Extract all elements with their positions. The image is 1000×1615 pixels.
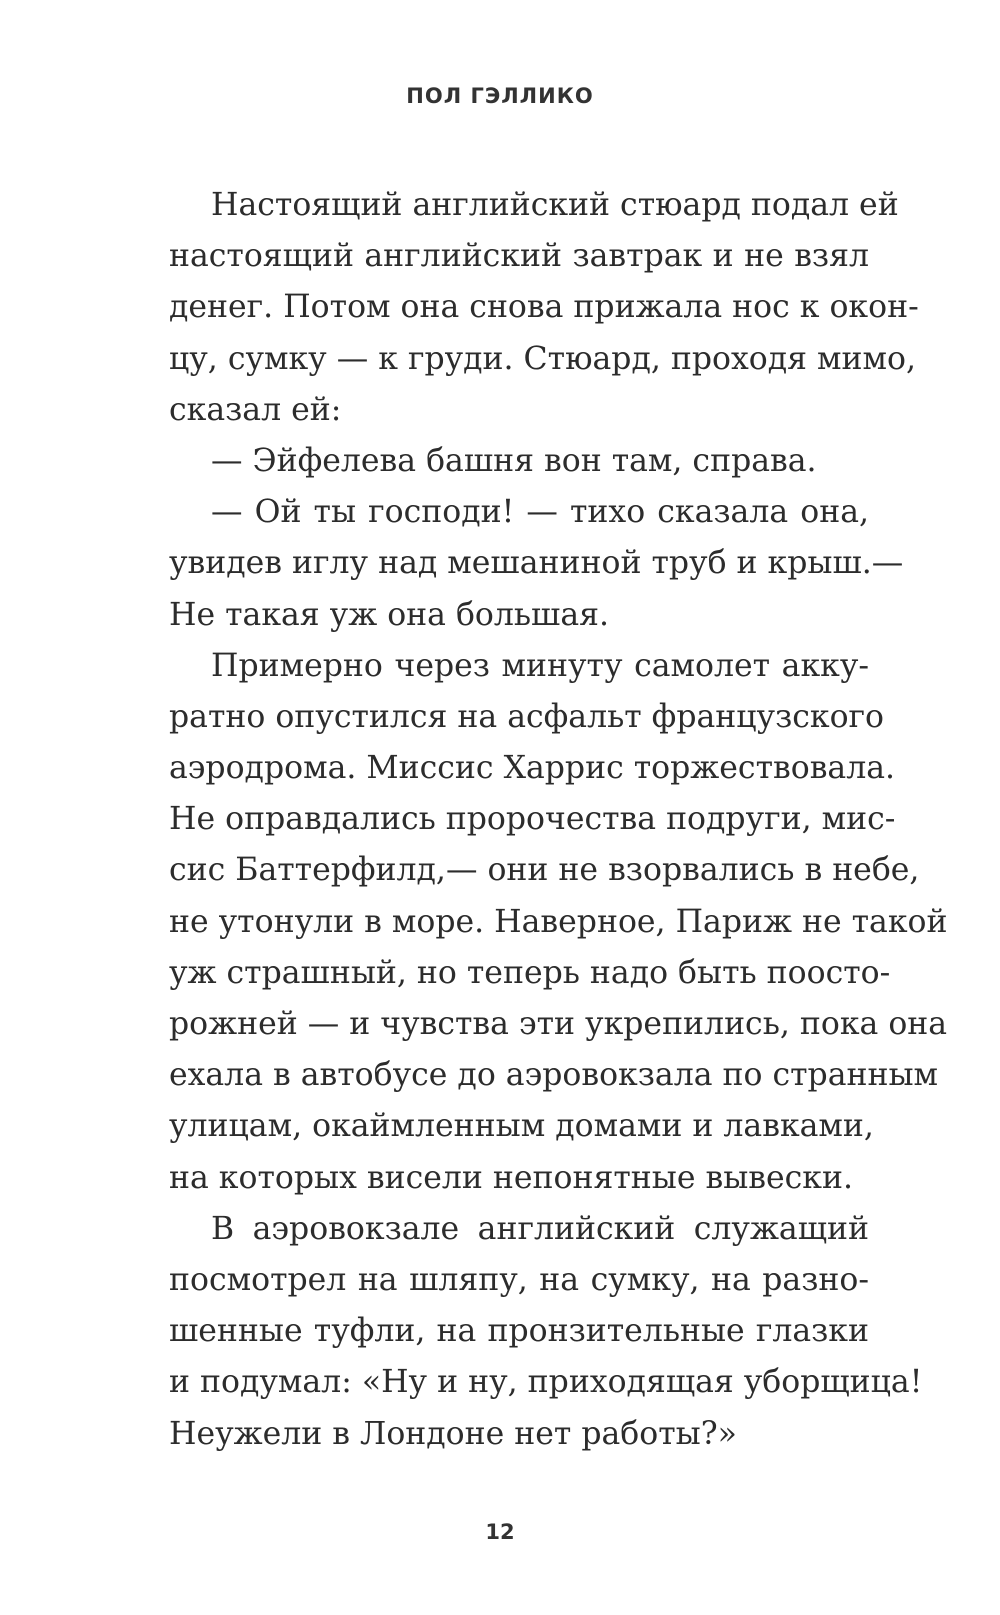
text-line: — Ой ты господи! — тихо сказала она, [211, 494, 869, 531]
text-line: ехала в автобусе до аэровокзала по странным [169, 1057, 939, 1094]
text-line: ратно опустился на асфальт французского [169, 698, 885, 735]
text-line: цу, сумку — к груди. Стюард, проходя мимо, [169, 340, 916, 377]
text-line: настоящий английский завтрак и не взял [169, 238, 869, 275]
text-line: аэродрома. Миссис Харрис торжествовала. [169, 750, 896, 787]
running-head: ПОЛ ГЭЛЛИКО [406, 84, 594, 108]
body-text [169, 180, 948, 1460]
text-line: улицам, окаймленным домами и лавками, [169, 1108, 874, 1145]
text-line: В аэровокзале английский служащий [211, 1210, 869, 1247]
text-line: уж страшный, но теперь надо быть поосто- [169, 954, 891, 991]
text-line: сис Баттерфилд,— они не взорвались в небе, [169, 852, 920, 889]
text-line: Не оправдались пророчества подруги, мис- [169, 801, 896, 838]
text-line: Неужели в Лондоне нет работы?» [169, 1415, 737, 1452]
text-line: — Эйфелева башня вон там, справа. [211, 442, 817, 479]
text-line: и подумал: «Ну и ну, приходящая уборщица! [169, 1364, 923, 1401]
text-line: сказал ей: [169, 391, 342, 428]
page-number: 12 [485, 1520, 515, 1544]
text-line: рожней — и чувства эти укрепились, пока она [169, 1006, 948, 1042]
text-line: посмотрел на шляпу, на сумку, на разно- [169, 1261, 869, 1298]
text-line: Не такая уж она большая. [169, 596, 610, 633]
text-line: на которых висели непонятные вывески. [169, 1159, 854, 1196]
text-line: увидев иглу над мешаниной труб и крыш.— [169, 545, 904, 582]
text-line: не утонули в море. Наверное, Париж не такой [169, 903, 948, 940]
text-line: Настоящий английский стюард подал ей [211, 187, 899, 223]
text-line: денег. Потом она снова прижала нос к окон- [169, 289, 919, 326]
text-line: Примерно через минуту самолет акку- [211, 647, 869, 684]
text-line: шенные туфли, на пронзительные глазки [169, 1313, 869, 1350]
